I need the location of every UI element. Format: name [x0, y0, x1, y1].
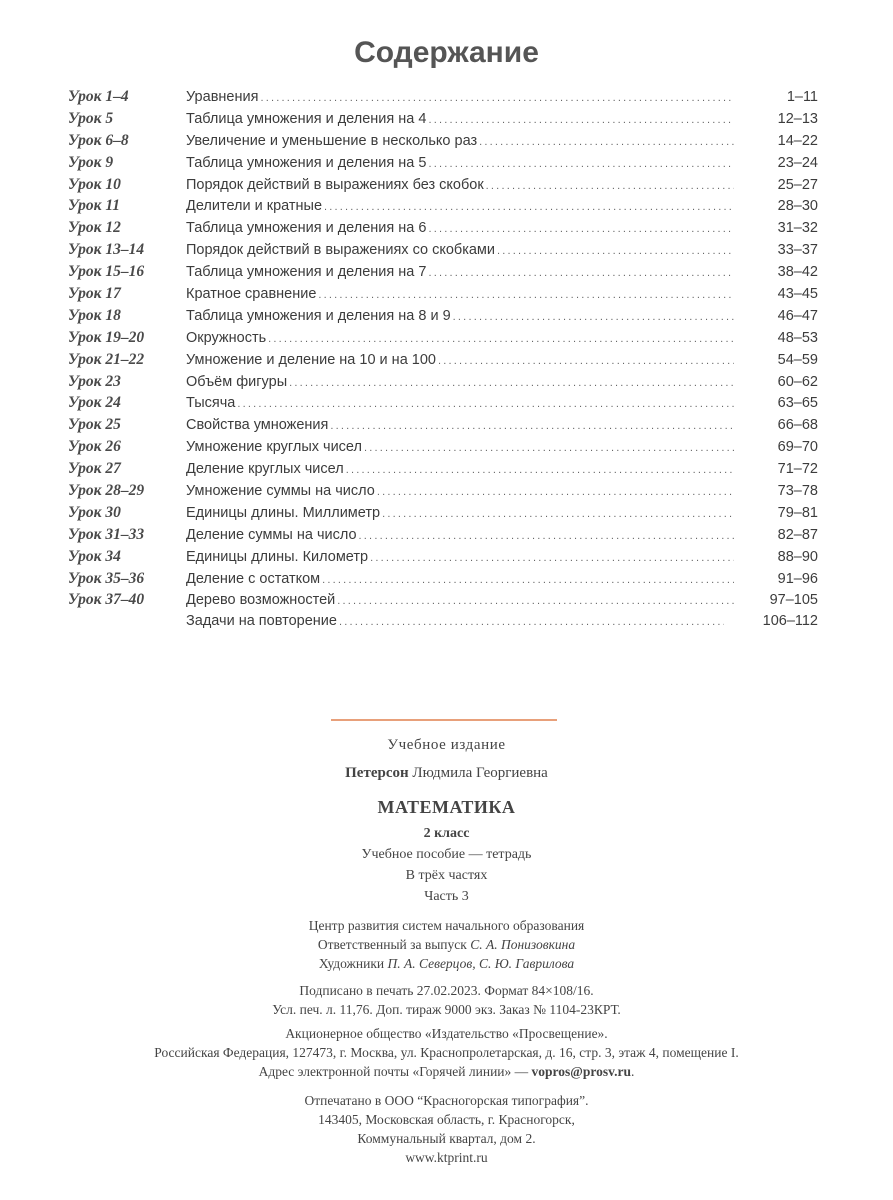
colophon-divider — [331, 719, 557, 721]
printer-website[interactable]: www.ktprint.ru — [405, 1150, 488, 1165]
toc-pages: 14–22 — [777, 132, 818, 149]
book-grade: 2 класс — [423, 826, 470, 841]
toc-row — [68, 86, 818, 108]
artists-names: П. А. Северцов, С. Ю. Гаврилова — [387, 956, 575, 971]
toc-lesson: Урок 35–36 — [68, 569, 145, 587]
toc-topic: Порядок действий в выражениях без скобок — [186, 176, 484, 193]
toc-pages: 82–87 — [777, 526, 818, 543]
book-type: Учебное пособие — тетрадь — [361, 847, 532, 862]
toc-lesson: Урок 37–40 — [68, 591, 145, 609]
toc-pages: 73–78 — [777, 483, 818, 500]
book-part: Часть 3 — [424, 889, 469, 904]
toc-dot-leader — [479, 132, 734, 154]
toc-dot-leader — [289, 373, 734, 395]
toc-row — [68, 546, 818, 568]
toc-pages: 33–37 — [777, 242, 818, 259]
toc-row — [68, 130, 818, 152]
toc-dot-leader — [438, 351, 734, 373]
toc-topic: Умножение и деление на 10 и на 100 — [186, 351, 436, 368]
toc-dot-leader — [324, 197, 734, 219]
toc-pages: 25–27 — [777, 176, 818, 193]
toc-topic: Деление с остатком — [186, 570, 321, 587]
toc-lesson: Урок 21–22 — [68, 350, 145, 368]
toc-dot-leader — [237, 394, 734, 416]
toc-pages: 48–53 — [777, 329, 818, 346]
toc-pages: 12–13 — [777, 110, 818, 127]
toc-dot-leader — [382, 504, 734, 526]
toc-pages: 1–11 — [786, 89, 818, 105]
toc-topic: Кратное сравнение — [186, 286, 317, 303]
toc-pages: 69–70 — [777, 439, 818, 456]
toc-pages: 38–42 — [777, 264, 818, 281]
toc-topic: Таблица умножения и деления на 7 — [186, 264, 427, 281]
toc-lesson: Урок 11 — [68, 197, 121, 215]
toc-topic: Увеличение и уменьшение в несколько раз — [186, 132, 478, 149]
email-end: . — [631, 1064, 635, 1079]
toc-pages: 71–72 — [777, 461, 818, 478]
toc-lesson: Урок 27 — [68, 460, 121, 478]
toc-row — [68, 261, 818, 283]
toc-dot-leader — [359, 526, 734, 548]
printer-address: 143405, Московская область, г. Красногорск, — [318, 1112, 575, 1127]
toc-row — [68, 502, 818, 524]
print-info: Усл. печ. л. 11,76. Доп. тираж 9000 экз. Заказ № 1104-23КРТ. — [272, 1002, 621, 1017]
toc-pages: 106–112 — [762, 613, 818, 630]
toc-dot-leader — [318, 285, 734, 307]
toc-row — [68, 568, 818, 590]
toc-row — [68, 436, 818, 458]
toc-row — [68, 392, 818, 414]
toc-lesson: Урок 1–4 — [68, 88, 129, 105]
toc-pages: 91–96 — [777, 570, 818, 587]
toc-row — [68, 371, 818, 393]
toc-topic: Объём фигуры — [186, 373, 288, 390]
toc-lesson: Урок 10 — [68, 175, 121, 193]
toc-topic: Единицы длины. Километр — [186, 548, 369, 565]
toc-pages: 46–47 — [777, 307, 818, 324]
toc-topic: Умножение круглых чисел — [186, 439, 362, 456]
toc-lesson: Урок 17 — [68, 285, 121, 303]
responsible-editor — [0, 937, 893, 953]
toc-lesson: Урок 19–20 — [68, 328, 145, 346]
book-title: МАТЕМАТИКА — [377, 797, 516, 817]
toc-lesson: Урок 31–33 — [68, 525, 145, 543]
toc-pages: 88–90 — [777, 548, 818, 565]
toc-lesson: Урок 26 — [68, 438, 121, 456]
editor-label: Ответственный за выпуск — [317, 937, 467, 952]
toc-lesson: Урок 34 — [68, 547, 121, 565]
page-title: Содержание — [354, 36, 539, 69]
author — [0, 765, 893, 782]
printer: Отпечатано в ООО “Красногорская типография”. — [304, 1093, 589, 1108]
toc-topic: Таблица умножения и деления на 8 и 9 — [186, 307, 451, 324]
toc-pages: 60–62 — [777, 373, 818, 390]
edition-type: Учебное издание — [387, 737, 506, 753]
toc-topic: Умножение суммы на число — [186, 483, 375, 500]
author-surname: Петерсон — [345, 765, 409, 781]
toc-pages: 54–59 — [777, 351, 818, 368]
toc-lesson: Урок 15–16 — [68, 263, 145, 281]
toc-topic: Деление суммы на число — [186, 526, 357, 543]
toc-lesson: Урок 13–14 — [68, 241, 145, 259]
toc-topic: Уравнения — [186, 89, 259, 105]
toc-row — [68, 283, 818, 305]
publisher-center: Центр развития систем начального образования — [308, 918, 585, 933]
toc-lesson: Урок 12 — [68, 219, 121, 237]
toc-topic: Деление круглых чисел — [186, 461, 344, 478]
publisher-address: Российская Федерация, 127473, г. Москва, ул. Краснопролетарская, д. 16, стр. 3, этаж 4, помещение I. — [154, 1045, 739, 1060]
toc-dot-leader — [428, 263, 734, 285]
toc-lesson: Урок 24 — [68, 394, 121, 412]
toc-row — [68, 217, 818, 239]
toc-row — [68, 152, 818, 174]
toc-pages: 97–105 — [769, 592, 818, 609]
toc-pages: 63–65 — [777, 395, 818, 412]
toc-row — [68, 480, 818, 502]
toc-dot-leader — [339, 612, 724, 634]
toc-row — [68, 305, 818, 327]
toc-dot-leader — [377, 482, 734, 504]
toc-topic: Окружность — [186, 329, 267, 346]
toc-lesson: Урок 30 — [68, 503, 121, 521]
artists-label: Художники — [318, 956, 385, 971]
toc-pages: 31–32 — [777, 220, 818, 237]
toc-pages: 28–30 — [777, 198, 818, 215]
toc-lesson: Урок 5 — [68, 109, 114, 127]
toc-row — [68, 108, 818, 130]
toc-row — [68, 349, 818, 371]
book-parts: В трёх частях — [405, 868, 488, 883]
publisher-company: Акционерное общество «Издательство «Просвещение». — [285, 1026, 608, 1041]
toc-lesson: Урок 6–8 — [68, 131, 129, 149]
hotline-email — [0, 1064, 893, 1080]
toc-dot-leader — [268, 329, 734, 351]
toc-topic: Порядок действий в выражениях со скобками — [186, 242, 495, 259]
toc-lesson: Урок 23 — [68, 372, 121, 390]
toc-dot-leader — [337, 591, 734, 613]
email-link[interactable]: vopros@prosv.ru — [531, 1064, 632, 1079]
toc-dot-leader — [428, 219, 734, 241]
toc-dot-leader — [486, 176, 734, 198]
toc-dot-leader — [428, 110, 734, 132]
toc-pages: 23–24 — [777, 154, 818, 171]
toc-pages: 43–45 — [777, 286, 818, 303]
toc-topic: Тысяча — [186, 395, 236, 412]
toc-row — [68, 611, 818, 633]
toc-row — [68, 414, 818, 436]
toc-lesson: Урок 9 — [68, 153, 114, 171]
toc-pages: 66–68 — [777, 417, 818, 434]
toc-topic: Таблица умножения и деления на 4 — [186, 110, 427, 127]
toc-row — [68, 589, 818, 611]
toc-dot-leader — [346, 460, 734, 482]
toc-dot-leader — [260, 88, 734, 110]
signed-to-print: Подписано в печать 27.02.2023. Формат 84×108/16. — [299, 983, 594, 998]
toc-topic: Таблица умножения и деления на 5 — [186, 154, 427, 171]
toc-row — [68, 195, 818, 217]
printer-quarter: Коммунальный квартал, дом 2. — [357, 1131, 536, 1146]
toc-dot-leader — [428, 154, 734, 176]
toc-dot-leader — [497, 241, 734, 263]
email-label: Адрес электронной почты «Горячей линии» — — [258, 1064, 529, 1079]
toc-row — [68, 458, 818, 480]
toc-topic: Свойства умножения — [186, 417, 329, 434]
editor-name: С. А. Понизовкина — [470, 937, 576, 952]
toc-lesson: Урок 28–29 — [68, 482, 145, 500]
toc-dot-leader — [322, 570, 734, 592]
toc-dot-leader — [330, 416, 734, 438]
toc-row — [68, 239, 818, 261]
author-name: Людмила Георгиевна — [412, 765, 548, 781]
toc-pages: 79–81 — [777, 504, 818, 521]
table-of-contents — [68, 86, 818, 633]
toc-topic: Дерево возможностей — [186, 592, 336, 609]
toc-lesson: Урок 25 — [68, 416, 121, 434]
toc-dot-leader — [370, 548, 734, 570]
toc-topic: Задачи на повторение — [186, 613, 337, 630]
toc-topic: Единицы длины. Миллиметр — [186, 504, 381, 521]
toc-row — [68, 174, 818, 196]
toc-row — [68, 524, 818, 546]
toc-topic: Делители и кратные — [186, 198, 323, 215]
artists — [0, 956, 893, 972]
toc-topic: Таблица умножения и деления на 6 — [186, 220, 427, 237]
toc-lesson: Урок 18 — [68, 306, 121, 324]
toc-row — [68, 327, 818, 349]
toc-dot-leader — [453, 307, 734, 329]
toc-dot-leader — [364, 438, 734, 460]
